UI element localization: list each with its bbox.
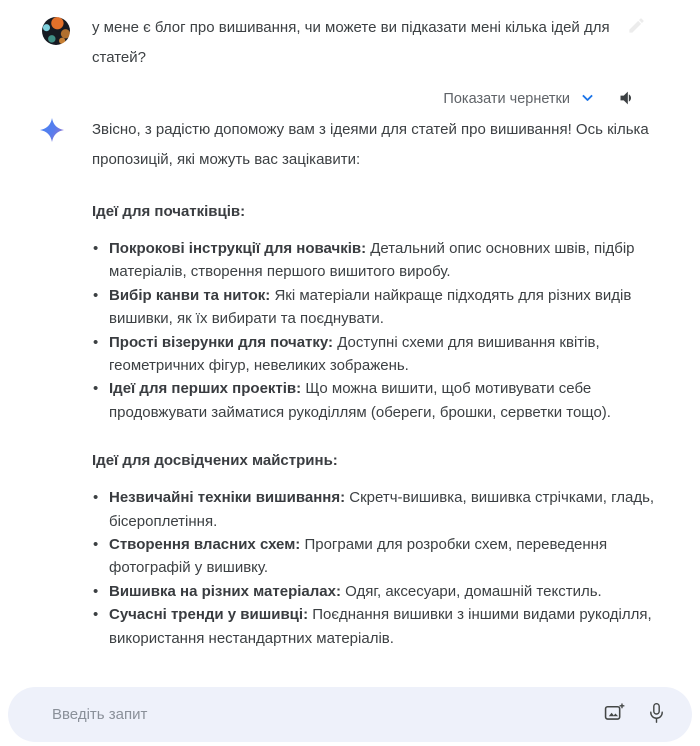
chevron-down-icon — [579, 89, 596, 109]
list-item-text: Які матеріали найкраще підходять для різних видів вишивки, як їх вибирати та поєднувати. — [109, 286, 632, 328]
mic-button[interactable] — [643, 698, 670, 732]
model-response-content — [92, 115, 658, 726]
edit-message-button[interactable] — [625, 14, 648, 40]
list-item — [92, 580, 658, 603]
list-item-lead: Сучасні тренди у вишивці: — [109, 606, 309, 624]
input-bar-footer — [0, 684, 700, 746]
list-item-lead: Покрокові інструкції для новачків: — [109, 240, 367, 257]
list-item — [92, 486, 658, 533]
list-item-text: Що можна вишити, щоб мотивувати себе продовжувати займатися рукоділлям (обереги, брошки, серветки тощо). — [109, 380, 611, 421]
read-aloud-button[interactable] — [618, 88, 638, 111]
list-item-text: Детальний опис основних швів, підбір матеріалів, створення першого вишитого виробу. — [109, 240, 635, 281]
prompt-input-bar — [8, 687, 692, 742]
list-item — [92, 237, 658, 284]
list-item-text: Програми для розробки схем, переведення фотографій у вишивку. — [109, 536, 608, 577]
list-item — [92, 331, 658, 378]
list-item-text: Доступні схеми для вишивання квітів, геометричних фігур, невеликих зображень. — [109, 333, 600, 375]
list-item-lead: Вибір канви та ниток: — [109, 286, 271, 304]
user-message-row — [0, 0, 700, 73]
list-item-lead: Вишивка на різних матеріалах: — [109, 582, 341, 600]
list-item-lead: Незвичайні техніки вишивання: — [109, 489, 346, 507]
idea-list-advanced — [92, 486, 658, 650]
response-actions-row — [0, 89, 700, 109]
gemini-sparkle-icon — [40, 118, 64, 142]
list-item-text: Одяг, аксесуари, домашній текстиль. — [340, 582, 602, 600]
list-item — [92, 603, 658, 650]
speaker-icon — [618, 88, 638, 111]
list-item-lead: Створення власних схем: — [109, 536, 301, 554]
list-item — [92, 533, 658, 580]
microphone-icon — [647, 702, 666, 728]
show-drafts-label: Показати чернетки — [443, 91, 570, 107]
user-message: у мене є блог про вишивання, чи можете ви підказати мені кілька ідей для статей? — [92, 19, 610, 66]
prompt-input[interactable] — [52, 706, 599, 723]
response-intro: Звісно, з радістю допоможу вам з ідеями для статей про вишивання! Ось кілька пропозицій, які можуть вас зацікавити: — [92, 121, 649, 168]
pencil-icon — [627, 23, 646, 38]
model-response-row — [0, 115, 700, 726]
user-avatar — [42, 17, 70, 45]
list-item-text: Поєднання вишивки з іншими видами рукоділля, використання нестандартних матеріалів. — [109, 606, 652, 647]
add-image-icon — [603, 702, 625, 727]
list-item-text: Скретч-вишивка, вишивка стрічками, гладь, бісероплетіння. — [109, 489, 655, 530]
list-item — [92, 377, 658, 424]
list-item-lead: Ідеї для перших проектів: — [109, 380, 302, 398]
section-heading-beginners: Ідеї для початківців: — [92, 203, 246, 220]
section-heading-advanced: Ідеї для досвідчених майстринь: — [92, 452, 338, 470]
upload-image-button[interactable] — [599, 698, 629, 731]
list-item — [92, 284, 658, 331]
show-drafts-button[interactable] — [443, 89, 596, 109]
list-item-lead: Прості візерунки для початку: — [109, 333, 334, 351]
idea-list-beginners — [92, 237, 658, 424]
